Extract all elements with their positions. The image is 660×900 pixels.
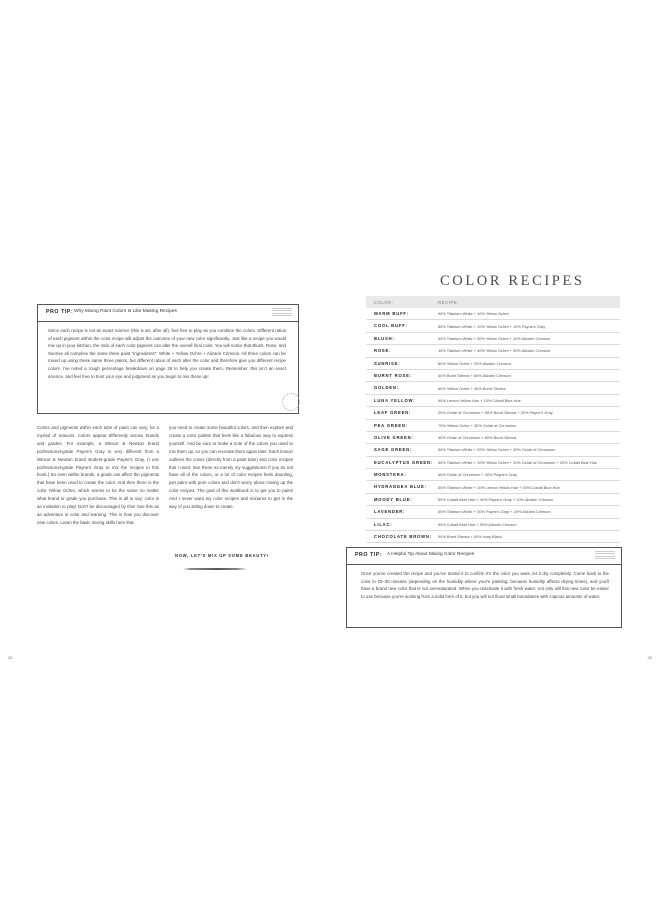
- pro-tip-title: Why Mixing Paint Colors Is Like Making Recipes: [74, 309, 177, 314]
- color-recipe: 60% Oxide of Chromium + 40% Payne's Gray: [438, 472, 517, 478]
- color-name: ROSE:: [374, 348, 392, 354]
- color-recipe: 80% Yellow Ochre + 20% Alizarin Crimson: [438, 360, 511, 366]
- color-recipe: 20% Oxide of Chromium + 50% Burnt Sienna + 30% Payne's Gray: [438, 410, 553, 416]
- color-recipe: 40% Oxide of Chromium + 60% Burnt Sienna: [438, 435, 517, 441]
- table-row: [366, 382, 620, 394]
- color-name: LILAC:: [374, 521, 393, 527]
- color-recipe: 50% Titanium White + 10% Lemon Yellow Hue + 40% Cobalt Blue Hue: [438, 484, 560, 490]
- dotted-circle-icon: [282, 393, 300, 411]
- color-name: LAVENDER:: [374, 509, 406, 515]
- color-name: MONSTERA:: [374, 472, 407, 478]
- column-header-color: COLOR:: [374, 299, 394, 305]
- table-row: [366, 407, 620, 419]
- pro-tip-label: PRO TIP:: [355, 552, 383, 558]
- color-name: LEAF GREEN:: [374, 410, 412, 416]
- color-recipe: 90% Lemon Yellow Hue + 10% Cobalt Blue Hue: [438, 397, 521, 403]
- table-row: [366, 519, 620, 531]
- color-name: BLUSH:: [374, 335, 395, 341]
- color-recipes-table: [366, 296, 620, 556]
- body-column-2: you need to create some beautiful colors, and then explore and create a color palette that feels like a fabulous way to express yourself. And be sure to make a note of the colors you used to mix them up, so you can recreate them again later. Each lesson outlines the colors (directly from a paint tube) and color recipes that I used. See these as merely my suggestions! If you do not have all of the colors, or a lot of color recipes feels daunting, just paint with pure colors and don't worry about mixing up the color recipes. The goal of this workbook is to get you to paint! And I never want my color recipes and mixtures to get in the way of you sitting down to create.: [169, 425, 293, 510]
- color-name: MOODY BLUE:: [374, 496, 413, 502]
- mix-up-callout: NOW, LET'S MIX UP SOME BEAUTY!: [175, 553, 269, 558]
- color-name: BURNT ROSE:: [374, 372, 412, 378]
- color-recipe: 50% Cobalt Blue Hue + 50% Alizarin Crimson: [438, 521, 517, 527]
- table-row: [366, 320, 620, 332]
- color-recipe: 50% Titanium White + 30% Yellow Ochre + 20% Alizarin Crimson: [438, 335, 551, 341]
- color-recipe: 50% Titanium White + 20% Yellow Ochre + 30% Oxide of Chromium: [438, 447, 556, 453]
- table-row: [366, 420, 620, 432]
- table-row: [366, 370, 620, 382]
- right-page: [330, 0, 660, 900]
- decorative-lines-icon: [272, 308, 292, 318]
- color-name: COOL BUFF:: [374, 323, 408, 329]
- color-recipe: 70% Yellow Ochre + 30% Oxide of Chromium: [438, 422, 517, 428]
- table-row: [366, 345, 620, 357]
- decorative-lines-icon: [595, 551, 615, 561]
- table-row: [366, 395, 620, 407]
- page-number: 26: [647, 655, 652, 660]
- color-name: WARM BUFF:: [374, 311, 409, 316]
- color-name: SUNRISE:: [374, 360, 401, 366]
- table-row: [366, 358, 620, 370]
- color-recipe: 50% Burnt Sienna + 50% Ivory Black: [438, 534, 502, 540]
- pro-tip-label: PRO TIP:: [46, 309, 74, 315]
- color-name: SAGE GREEN:: [374, 447, 413, 453]
- pro-tip-title: A Helpful Tip About Mixing Color Recipes: [387, 552, 475, 557]
- table-row: [366, 333, 620, 345]
- color-recipe: 50% Cobalt Blue Hue + 40% Payne's Gray + 10% Alizarin Crimson: [438, 497, 554, 503]
- body-column-1: Colors and pigments within each tube of paint can vary, for a myriad of reasons. Colors appear differently across brands and grades. For example, a Winsor & Newton brand professional-grade Payne's Gray is very different from a Winsor & Newton brand student-grade Payne's Gray. (I use professional-grade Payne's Gray to mix the recipes in this book.) So even within brands, a grade can affect the pigments that have been used to create the color. And then there is the color Yellow Ochre, which seems to be the same no matter what brand or grade you purchase. This is all to say: color is an invitation to play! Don't be discouraged by this! See this as an adventure in color and learning. This is how you discover new colors. Learn the basic mixing skills here that: [37, 425, 159, 525]
- pro-tip-header: [38, 305, 298, 322]
- color-name: LUNA YELLOW:: [374, 397, 416, 403]
- color-recipe: 90% Titanium White + 10% Yellow Ochre: [438, 311, 509, 317]
- color-recipe: 40% Burnt Sienna + 60% Alizarin Crimson: [438, 373, 511, 379]
- table-row: [366, 481, 620, 493]
- pro-tip-body: Since each recipe is not an exact science (this is art, after all), feel free to play as you combine the colors. Different ratios of each pigment within the color recipe will adjust the outcome of your new color significantly. Just like a recipe you would mix up in your kitchen, the ratio of each color pigment can alter the overall final color. You will notice that Blush, Rose, and Sunrise all comprise the same three paint "ingredients": White + Yellow Ochre + Alizarin Crimson. All three colors can be mixed up using these same three paints, but different ratios of each alter the color and therefore give you different recipe colors. I've noted a rough percentage breakdown on page 26 to help you create them. Remember, this isn't an exact science, and feel free to trust your eye and judgment as you begin to mix these up!: [48, 328, 286, 379]
- table-row: [366, 531, 620, 543]
- color-name: GOLDEN:: [374, 385, 399, 391]
- pro-tip-box: [37, 304, 299, 414]
- pro-tip-box: [346, 547, 622, 628]
- table-row: [366, 457, 620, 469]
- color-name: CHOCOLATE BROWN:: [374, 534, 432, 540]
- table-row: [366, 308, 620, 320]
- color-recipe: 10% Titanium White + 40% Yellow Ochre + 50% Alizarin Crimson: [438, 348, 551, 354]
- table-row: [366, 444, 620, 456]
- color-recipe: 80% Titanium White + 10% Yellow Ochre + 10% Payne's Gray: [438, 323, 546, 329]
- table-row: [366, 432, 620, 444]
- table-header: [366, 296, 620, 308]
- page-number: 25: [8, 655, 13, 660]
- brush-stroke-divider: [183, 568, 247, 570]
- color-name: PEA GREEN:: [374, 422, 408, 428]
- column-header-recipe: RECIPE:: [438, 299, 459, 305]
- color-name: OLIVE GREEN:: [374, 434, 414, 440]
- color-name: HYDRANGEA BLUE:: [374, 484, 427, 490]
- color-recipe: 60% Yellow Ochre + 40% Burnt Sienna: [438, 385, 506, 391]
- table-row: [366, 506, 620, 518]
- table-row: [366, 469, 620, 481]
- color-recipe: 50% Titanium White + 30% Payne's Gray + 20% Alizarin Crimson: [438, 509, 551, 515]
- color-name: EUCALYPTUS GREEN:: [374, 459, 434, 465]
- pro-tip-body: Once you've created the recipe and you've tested it to confirm it's the color you want, let it dry completely. Come back to the color in 20–30 minutes (depending on the humidity where you're painting, because humidity affects drying times), and you'll have a brand new color that is not oversaturated. When you reactivate it with fresh water, not only will this new color be easier to use because you're working from a solid form of it, but you will not flood small boundaries with copious amounts of water.: [361, 571, 609, 599]
- page-title: COLOR RECIPES: [440, 273, 585, 289]
- table-row: [366, 494, 620, 506]
- color-recipe: 50% Titanium White + 10% Yellow Ochre + 20% Oxide of Chromium + 20% Cobalt Blue Hue: [438, 459, 598, 465]
- pro-tip-header: [347, 548, 621, 565]
